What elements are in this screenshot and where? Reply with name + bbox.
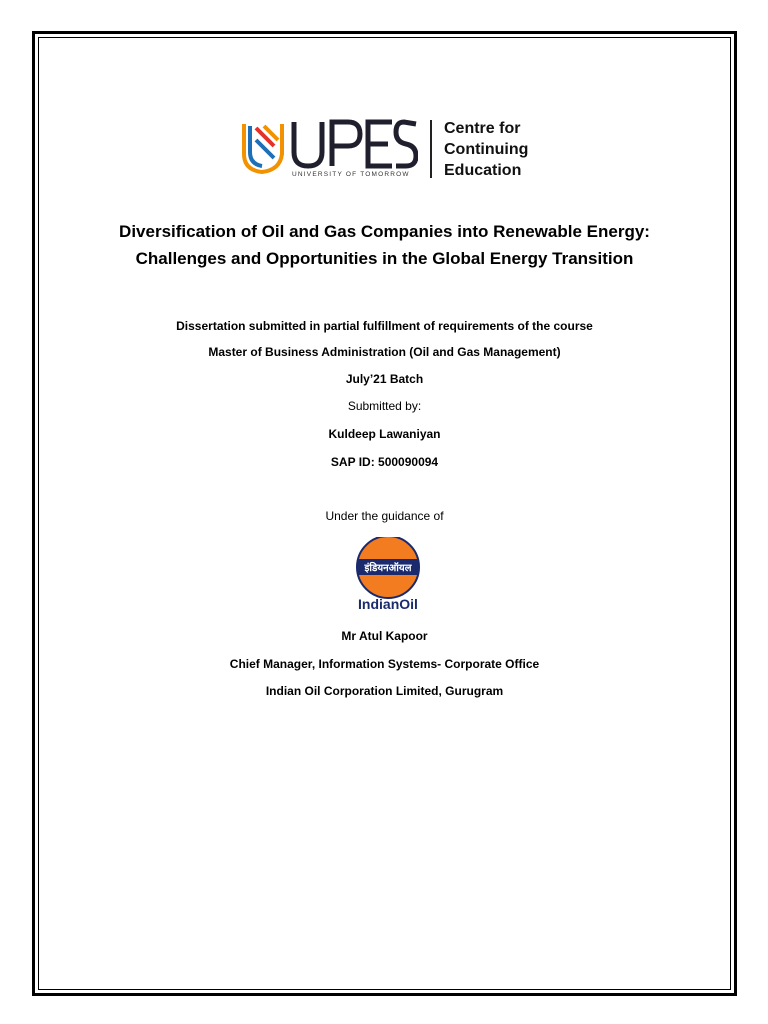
title-line-2: Challenges and Opportunities in the Global Energy Transition [135,249,634,268]
guide-organization: Indian Oil Corporation Limited, Gurugram [265,684,504,698]
cce-line: Continuing [444,141,529,158]
cce-line: Education [444,162,522,179]
upes-emblem-icon [240,118,288,174]
cce-line: Centre for [444,120,521,137]
document-title [38,218,731,272]
guidance-label: Under the guidance of [325,509,444,523]
cce-text [444,118,528,181]
guide-title: Chief Manager, Information Systems- Corporate Office [229,657,540,671]
guide-name: Mr Atul Kapoor [341,629,428,643]
title-line-1: Diversification of Oil and Gas Companies into Renewable Energy: [119,222,650,241]
upes-cce-logo [240,114,550,184]
indianoil-wordmark: IndianOil [358,596,418,612]
logo-divider [430,120,432,178]
student-name: Kuldeep Lawaniyan [328,427,441,441]
course-name: Master of Business Administration (Oil and Gas Management) [208,345,561,359]
submission-statement: Dissertation submitted in partial fulfillment of requirements of the course [176,319,593,333]
sap-id: SAP ID: 500090094 [330,455,439,469]
upes-tagline: UNIVERSITY OF TOMORROW [292,171,410,178]
indianoil-hindi-text: इंडियनऑयल [364,563,412,574]
batch: July’21 Batch [345,372,424,386]
submitted-by-label: Submitted by: [347,399,422,413]
